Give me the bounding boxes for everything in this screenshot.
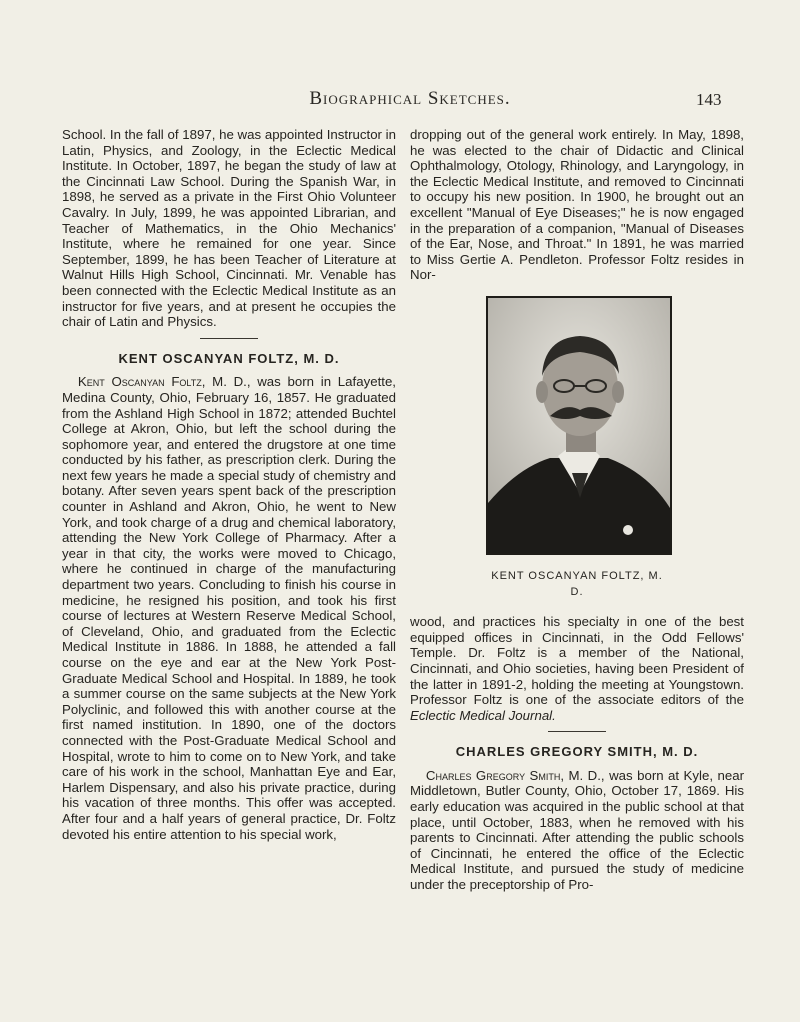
foltz-text: , M. D., was born in Lafayette, Medina County, Ohio, February 16, 1857. He graduated from the Ashland High School in 1872; attended Buchtel College at Akron, Ohio, but left the school during the sophomore year, and entered the drugstore at one time conducted by his father, as prescription clerk. During the next few years he made a special study of chemistry and botany. After seven years spent back of the prescription counter in Ashland and Akron, Ohio, he went to New York, and took charge of a drug and chemical laboratory, attending the New York College of Pharmacy. After a year in that city, the works were moved to Chicago, where he continued in charge of the manufacturing department two years. Concluding to finish his course in medicine, he resigned his position, and took his first course of lectures at Western Reserve Medical School, of Cleveland, Ohio, and graduated from the Eclectic Medical Institute in 1886. In 1888, he attended a fall course on the eye and ear at the New York Post-Graduate Medical School and Hospital. In 1889, he took a summer course on the same subjects at the New York Polyclinic, and followed this with another course at the first named institution. In 1890, one of the doctors connected with the Post-Graduate Medical School and Hospital, wrote to him to come on to New York, and take care of his work in the school, Manhattan Eye and Ear, Harlem Dispensary, and also his private practice, during his vacation of three months. This offer was accepted. After four and a half years of general practice, Dr. Foltz devoted his entire attention to his special work, (62, 374, 396, 842)
smith-paragraph (410, 768, 744, 893)
smith-heading: CHARLES GREGORY SMITH, M. D. (455, 744, 699, 760)
venable-paragraph-end: School. In the fall of 1897, he was appointed Instructor in Latin, Physics, and Zoology, in the Eclectic Medical Institute. In October, 1897, he began the study of law at the Cincinnati Law School. During the Spanish War, in 1898, he served as a private in the First Ohio Volunteer Cavalry. In July, 1899, he was appointed Librarian, and Teacher of Mathematics, in the Ohio Mechanics' Institute, where he remained for one year. Since September, 1899, he has been Teacher of Literature at Walnut Hills High School, Cincinnati. Mr. Venable has been connected with the Eclectic Medical Institute as an instructor for five years, and at present he occupies the chair of Latin and Physics. (62, 127, 396, 330)
portrait-caption: KENT OSCANYAN FOLTZ, M. D. (491, 569, 663, 598)
journal-title: Eclectic Medical Journal. (410, 707, 556, 723)
section-divider-2 (548, 731, 606, 732)
smith-name: Charles Gregory Smith (425, 767, 561, 783)
foltz-paragraph-cont: dropping out of the general work entirely. In May, 1898, he was elected to the chair of Didactic and Clinical Ophthalmology, Otology, Rhinology, and Laryngology, in the Eclectic Medical Institute, and removed to Cincinnati to occupy his new position. In 1900, he brought out an excellent "Manual of Eye Diseases;" he is now engaged in the preparation of a companion, "Manual of Diseases of the Ear, Nose, and Throat." In 1891, he was married to Miss Gertie A. Pendleton. Professor Foltz resides in Nor- (410, 127, 744, 283)
right-column (410, 127, 744, 893)
page-number: 143 (696, 90, 722, 109)
left-column (62, 127, 396, 842)
foltz-heading: KENT OSCANYAN FOLTZ, M. D. (118, 350, 340, 366)
running-head (0, 88, 800, 118)
running-title: Biographical Sketches. (309, 88, 511, 109)
portrait-image (488, 298, 670, 553)
foltz-paragraph-end (410, 614, 744, 723)
foltz-end-text: wood, and practices his specialty in one of the best equipped offices in Cincinnati, in the Odd Fellows' Temple. Dr. Foltz is a member of the National, Cincinnati, and Ohio societies, having been President of the latter in 1891-2, holding the meeting at Youngstown. Professor Foltz is one of the associate editors of the (410, 614, 744, 708)
section-divider (200, 338, 258, 339)
portrait-photo (486, 296, 672, 555)
foltz-name: Kent Oscanyan Foltz (77, 374, 202, 390)
smith-text: , M. D., was born at Kyle, near Middletown, Butler County, Ohio, October 17, 1869. His early education was acquired in the public school at that place, until October, 1883, when he removed with his parents to Cincinnati. After attending the public schools of Cincinnati, he entered the office of the Eclectic Medical Institute, and pursued the study of medicine under the preceptorship of Pro- (410, 767, 744, 893)
portrait-figure (486, 296, 668, 600)
foltz-paragraph (62, 374, 396, 842)
